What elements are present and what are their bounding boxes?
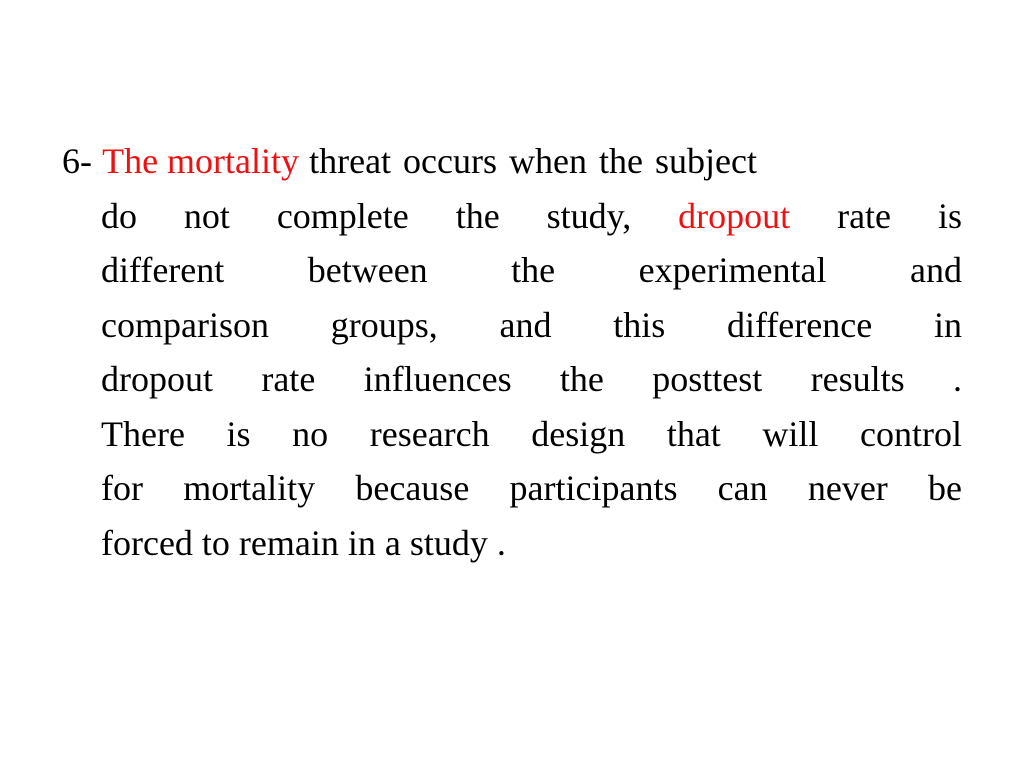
word: experimental xyxy=(638,250,827,290)
word: There xyxy=(101,413,185,454)
word: never xyxy=(807,468,888,508)
word: not xyxy=(183,195,230,236)
word: and xyxy=(499,304,552,345)
word: is xyxy=(226,413,251,454)
word: results xyxy=(810,359,905,399)
paragraph-line-7 xyxy=(62,461,962,516)
word: is xyxy=(937,195,962,236)
paragraph-line-3 xyxy=(62,243,962,298)
word: difference xyxy=(726,304,873,345)
paragraph-line-8 xyxy=(62,516,962,571)
word: mortality xyxy=(183,468,316,508)
slide-body-paragraph xyxy=(62,134,962,570)
word: dropout xyxy=(101,359,213,399)
word: the xyxy=(559,359,604,399)
word: because xyxy=(355,468,470,508)
word: the xyxy=(455,195,500,236)
word: study, xyxy=(546,195,632,236)
highlight-term-mortality: The mortality xyxy=(102,141,300,181)
word: between xyxy=(307,250,428,290)
word: control xyxy=(860,413,962,454)
word: no xyxy=(292,413,329,454)
word: research xyxy=(369,413,490,454)
word: groups, xyxy=(330,304,438,345)
highlight-term-dropout: dropout xyxy=(678,195,791,236)
line-8-text: forced to remain in a study . xyxy=(101,522,506,563)
word: for xyxy=(101,468,143,508)
word: . xyxy=(952,359,962,399)
word: complete xyxy=(276,195,409,236)
paragraph-line-1 xyxy=(62,134,962,189)
paragraph-line-2 xyxy=(62,189,962,244)
word: design xyxy=(531,413,626,454)
word: will xyxy=(762,413,819,454)
word: posttest xyxy=(652,359,763,399)
word: do xyxy=(101,195,137,236)
paragraph-line-6 xyxy=(62,407,962,462)
word: participants xyxy=(509,468,678,508)
word: in xyxy=(933,304,962,345)
word: rate xyxy=(837,195,892,236)
word: that xyxy=(666,413,721,454)
word: different xyxy=(101,250,225,290)
line-1-text: threat occurs when the subject xyxy=(309,141,757,181)
word: be xyxy=(928,468,962,508)
word: this xyxy=(613,304,666,345)
word: rate xyxy=(261,359,316,399)
word: can xyxy=(717,468,768,508)
paragraph-line-4 xyxy=(62,298,962,353)
word: the xyxy=(511,250,556,290)
paragraph-line-5 xyxy=(62,352,962,407)
word: and xyxy=(910,250,962,290)
word: influences xyxy=(363,359,512,399)
word: comparison xyxy=(101,304,269,345)
item-number: 6- xyxy=(62,141,92,181)
